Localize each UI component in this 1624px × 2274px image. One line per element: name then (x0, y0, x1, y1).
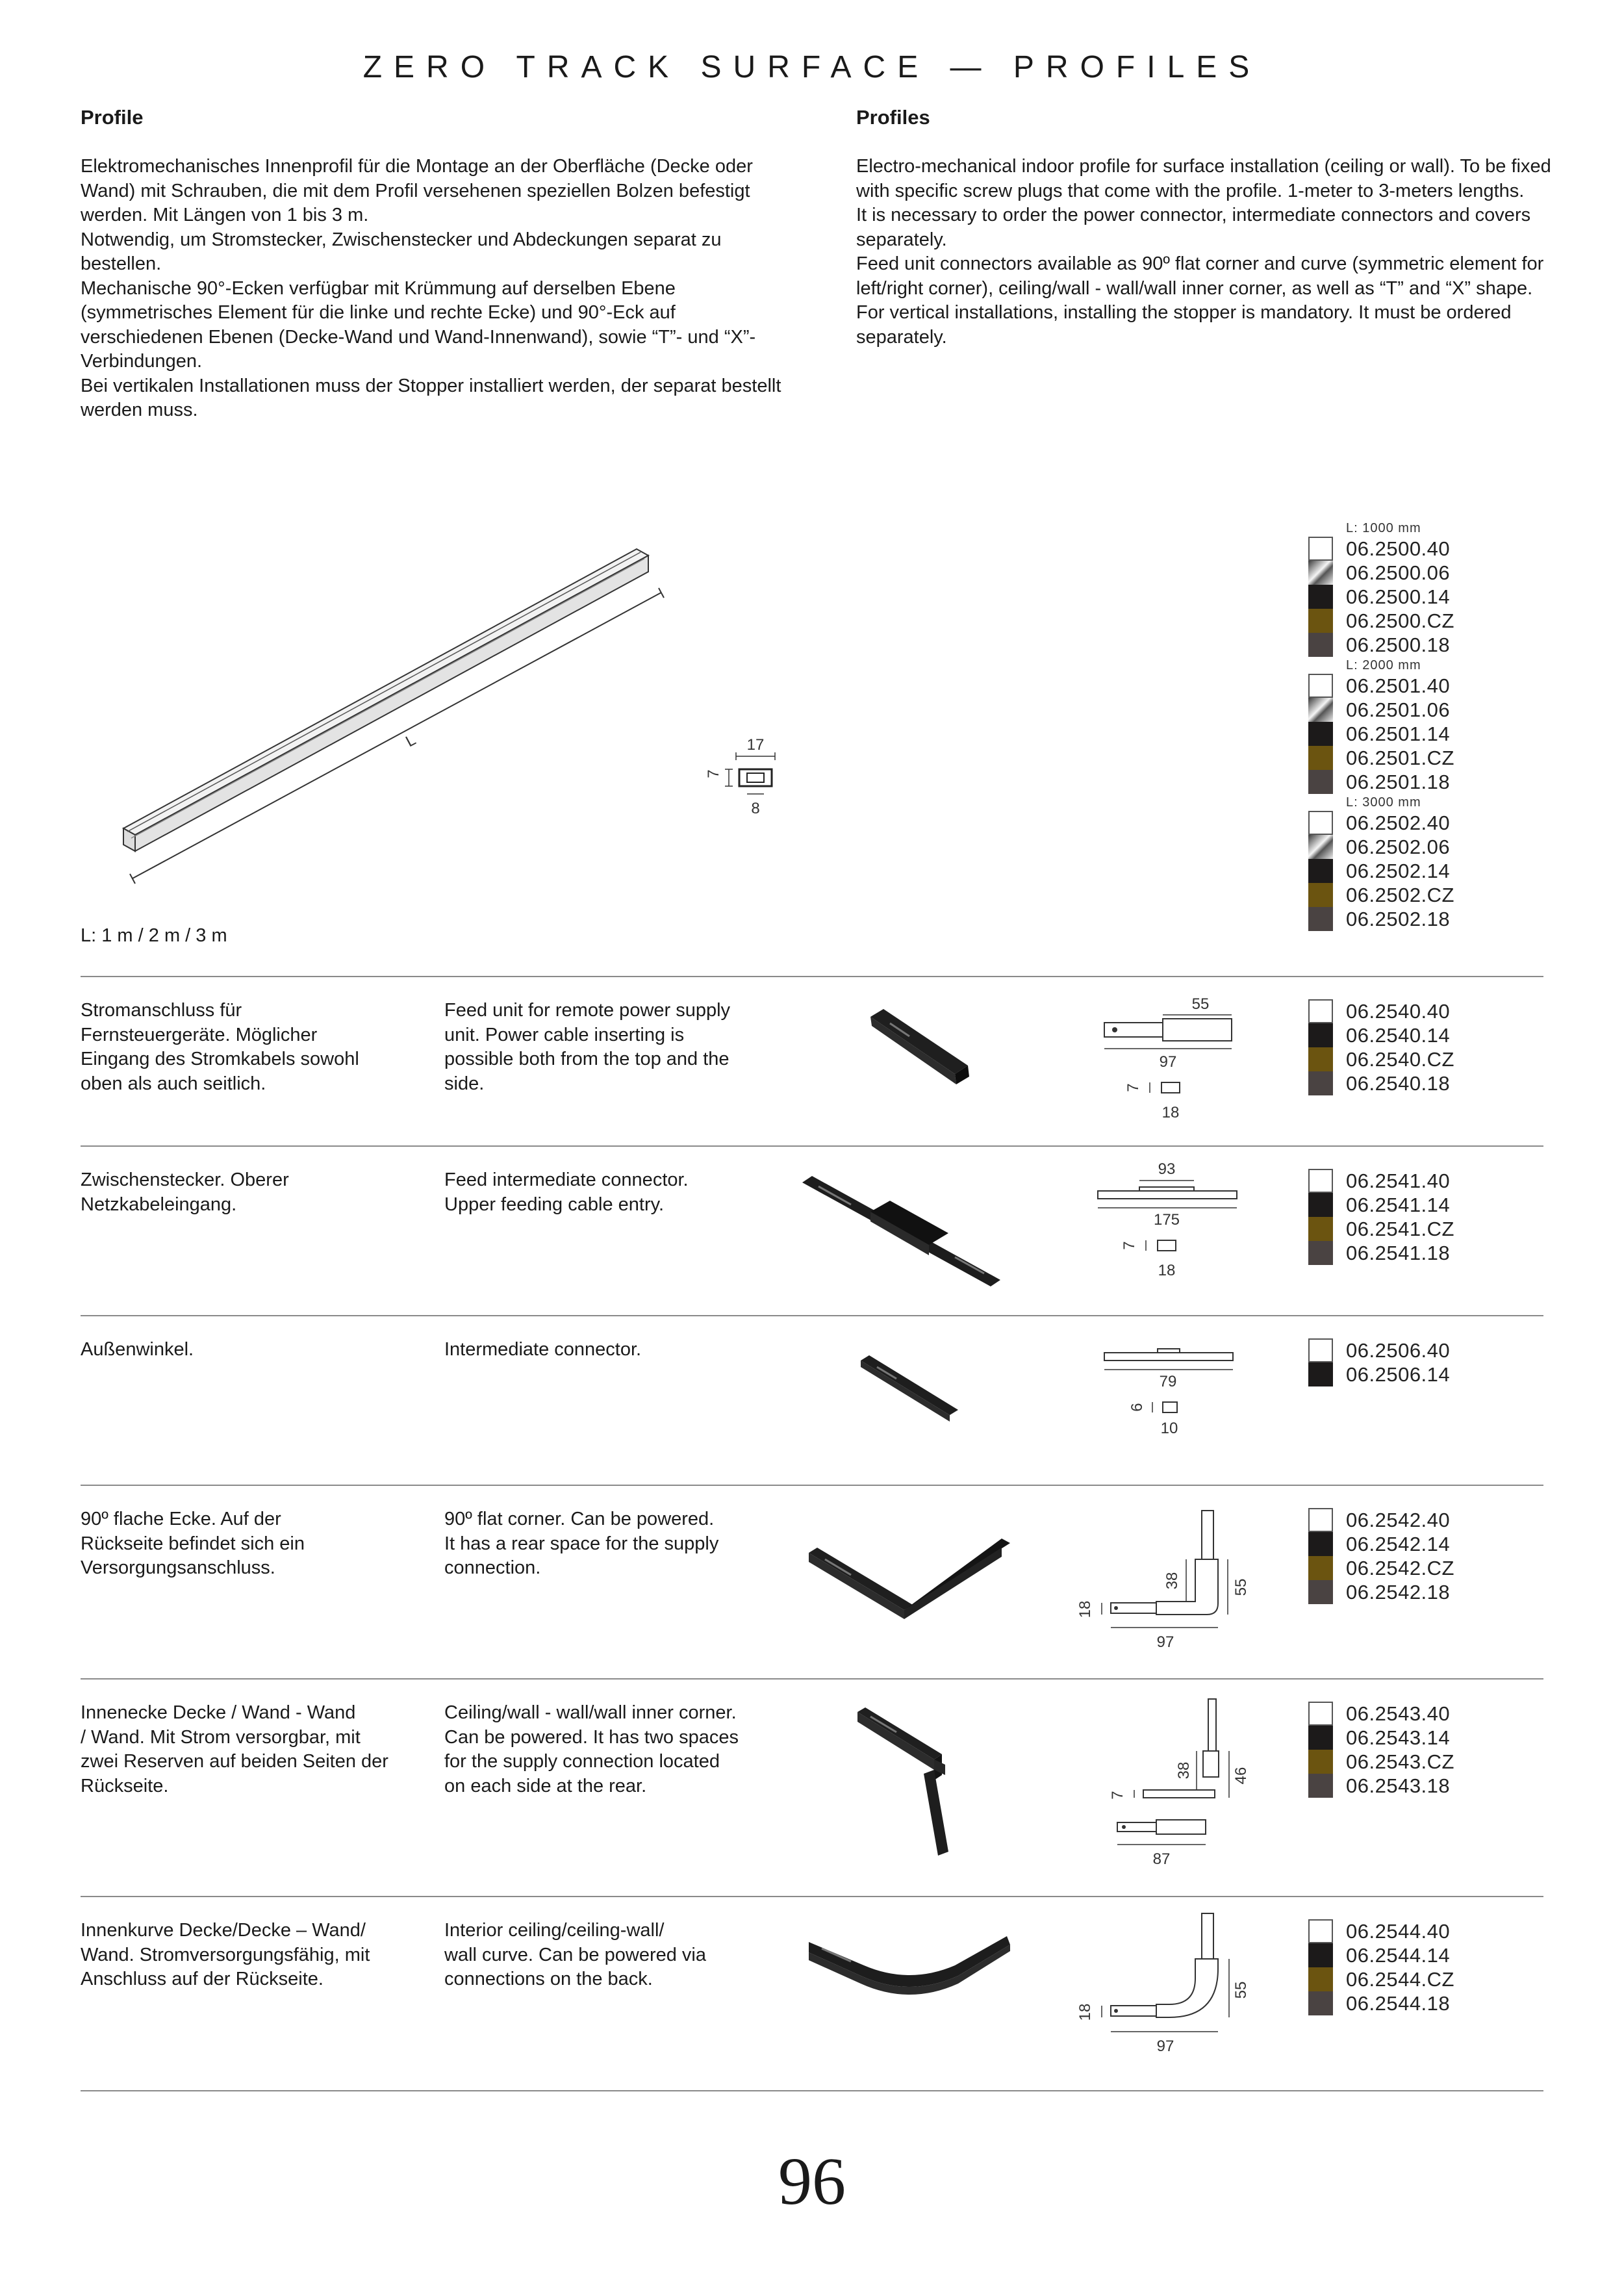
code-row (1308, 1508, 1454, 1532)
intermediate-feed-illustration (799, 1169, 1007, 1293)
dim-label: 18 (1161, 1104, 1180, 1121)
product-description-de: Innenkurve Decke/Decke – Wand/ Wand. Stromversorgungsfähig, mit Anschluss auf der Rückseite. (81, 1920, 370, 1989)
code-row (1308, 1047, 1454, 1071)
finish-swatch-bronze (1308, 746, 1333, 770)
code-row (1308, 585, 1454, 609)
code-row (1308, 811, 1454, 835)
page-number: 96 (778, 2144, 846, 2219)
product-code: 06.2501.06 (1346, 698, 1451, 721)
code-row (1308, 1750, 1454, 1774)
product-code: 06.2500.18 (1346, 633, 1451, 656)
length-label: L: 3000 mm (1346, 795, 1421, 810)
dim-label: 55 (1191, 995, 1210, 1013)
product-code: 06.2540.40 (1346, 999, 1451, 1023)
intro-para-en: Electro-mechanical indoor profile for surface installation (ceiling or wall). To be fixed with specific screw plugs that come with the profile. 1-meter to 3-meters lengths. (856, 156, 1551, 201)
intro-heading-de: Profile (81, 106, 144, 129)
product-code: 06.2543.40 (1346, 1702, 1451, 1725)
finish-swatch-bronze (1308, 1967, 1333, 1991)
code-row (1308, 1023, 1454, 1047)
product-code: 06.2541.CZ (1346, 1217, 1454, 1240)
product-description-en: Interior ceiling/ceiling-wall/ wall curve. Can be powered via connections on the back. (444, 1920, 706, 1989)
finish-swatch-chrome (1308, 835, 1333, 859)
product-code-list (1308, 1169, 1454, 1265)
finish-swatch-chrome (1308, 561, 1333, 585)
finish-swatch-bronze (1308, 1047, 1333, 1071)
finish-swatch-grey (1308, 1580, 1333, 1604)
intro-text-de (81, 155, 782, 423)
finish-swatch-white (1308, 999, 1333, 1023)
dim-label: 6 (1128, 1403, 1146, 1412)
profile-rail-illustration (123, 533, 669, 890)
code-row (1308, 1943, 1454, 1967)
product-description-en: Feed unit for remote power supply unit. Power cable inserting is possible both from the top and the side. (444, 1000, 731, 1094)
product-code: 06.2544.40 (1346, 1919, 1451, 1943)
code-row (1308, 1726, 1454, 1750)
dim-label: 18 (1076, 1600, 1094, 1618)
product-description-en: 90º flat corner. Can be powered. It has a rear space for the supply connection. (444, 1509, 719, 1578)
length-label: L: 2000 mm (1346, 658, 1421, 672)
inner-curve-illustration (806, 1926, 1013, 2017)
section-height-label: 7 (705, 769, 722, 778)
flat-corner-drawing (1078, 1504, 1260, 1667)
inner-curve-drawing (1078, 1907, 1260, 2076)
intro-para-de: Notwendig, um Stromstecker, Zwischenstecker und Abdeckungen separat zu bestellen. (81, 229, 722, 274)
product-code: 06.2543.14 (1346, 1726, 1451, 1749)
product-code: 06.2502.40 (1346, 811, 1451, 834)
inner-corner-illustration (851, 1702, 974, 1858)
intro-para-de: Bei vertikalen Installationen muss der Stopper installiert werden, der separat bestellt werden muss. (81, 375, 781, 420)
product-description-en: Ceiling/wall - wall/wall inner corner. Can be powered. It has two spaces for the supply connection located on each side at the rear. (444, 1702, 739, 1796)
product-description-en: Intermediate connector. (444, 1339, 642, 1360)
intro-para-en: For vertical installations, installing the stopper is mandatory. It must be ordered separately. (856, 302, 1512, 348)
finish-swatch-black (1308, 1362, 1333, 1386)
dim-label: 87 (1152, 1850, 1171, 1868)
finish-swatch-grey (1308, 907, 1333, 931)
product-code: 06.2502.06 (1346, 835, 1451, 858)
code-row (1308, 907, 1454, 931)
code-row (1308, 1556, 1454, 1580)
product-code: 06.2542.CZ (1346, 1556, 1454, 1579)
finish-swatch-bronze (1308, 1750, 1333, 1774)
dim-label: 18 (1076, 2003, 1094, 2021)
code-row (1308, 1702, 1454, 1726)
product-description-de: Zwischenstecker. Oberer Netzkabeleingang. (81, 1169, 289, 1215)
finish-swatch-grey (1308, 1071, 1333, 1095)
intro-heading-en: Profiles (856, 106, 930, 129)
intro-para-de: Mechanische 90°-Ecken verfügbar mit Krümmung auf derselben Ebene (symmetrisches Element für die linke und rechte Ecke) und 90°-Eck auf verschiedenen Ebenen (Decke-Wand und Wand-Innenwand), sowie “T”- und “X”-Verbindungen. (81, 277, 756, 372)
product-code-list (1308, 1508, 1454, 1604)
section-divider (81, 1485, 1543, 1486)
finish-swatch-black (1308, 1943, 1333, 1967)
connector-drawing (1098, 1338, 1241, 1449)
intro-para-de: Elektromechanisches Innenprofil für die Montage an der Oberfläche (Decke oder Wand) mit Schrauben, die mit dem Profil versehenen speziellen Bolzen befestigt werden. Mit Längen von 1 bis 3 m. (81, 156, 753, 225)
finish-swatch-grey (1308, 633, 1333, 657)
intro-text-en (856, 155, 1558, 350)
code-row (1308, 722, 1454, 746)
code-row (1308, 1967, 1454, 1991)
section-divider (81, 1896, 1543, 1897)
dim-label: 46 (1232, 1767, 1250, 1785)
section-divider (81, 976, 1543, 977)
finish-swatch-black (1308, 859, 1333, 883)
profile-length-label: L (403, 731, 419, 751)
product-description-de: Innenecke Decke / Wand - Wand / Wand. Mit Strom versorgbar, mit zwei Reserven auf beiden Seiten der Rückseite. (81, 1702, 388, 1796)
product-code: 06.2502.14 (1346, 859, 1451, 882)
product-code: 06.2543.CZ (1346, 1750, 1454, 1773)
product-code: 06.2501.14 (1346, 722, 1451, 745)
finish-swatch-white (1308, 1702, 1333, 1726)
product-code: 06.2502.18 (1346, 907, 1451, 930)
profile-length-options: L: 1 m / 2 m / 3 m (81, 925, 227, 946)
section-divider (81, 2090, 1543, 2091)
code-row (1308, 1991, 1454, 2015)
dim-label: 38 (1175, 1761, 1193, 1780)
dim-label: 10 (1160, 1420, 1178, 1437)
finish-swatch-bronze (1308, 609, 1333, 633)
dim-label: 97 (1156, 1633, 1174, 1651)
product-code: 06.2543.18 (1346, 1774, 1451, 1797)
finish-swatch-grey (1308, 770, 1333, 794)
finish-swatch-black (1308, 585, 1333, 609)
section-divider (81, 1145, 1543, 1147)
dim-label: 7 (1124, 1083, 1142, 1092)
page-title: ZERO TRACK SURFACE — PROFILES (362, 50, 1262, 84)
finish-swatch-bronze (1308, 883, 1333, 907)
code-row (1308, 1241, 1454, 1265)
finish-swatch-black (1308, 1726, 1333, 1750)
code-row (1308, 835, 1454, 859)
code-row (1308, 561, 1454, 585)
length-label: L: 1000 mm (1346, 521, 1421, 535)
code-row (1308, 698, 1454, 722)
product-description-en: Feed intermediate connector. Upper feeding cable entry. (444, 1169, 689, 1215)
finish-swatch-white (1308, 537, 1333, 561)
finish-swatch-chrome (1308, 698, 1333, 722)
profile-code-list (1308, 520, 1454, 931)
profile-section-drawing (676, 734, 806, 825)
finish-swatch-black (1308, 722, 1333, 746)
intro-para-en: Feed unit connectors available as 90º flat corner and curve (symmetric element for left/right corner), ceiling/wall - wall/wall inner corner, as well as “T” and “X” shape. (856, 253, 1544, 299)
code-row (1308, 1919, 1454, 1943)
dim-label: 55 (1232, 1981, 1250, 1999)
product-code: 06.2506.40 (1346, 1338, 1451, 1362)
code-row (1308, 1532, 1454, 1556)
code-row (1308, 1362, 1450, 1386)
product-code: 06.2502.CZ (1346, 883, 1454, 906)
product-code: 06.2506.14 (1346, 1362, 1451, 1386)
product-code: 06.2540.14 (1346, 1023, 1451, 1047)
dim-label: 18 (1158, 1262, 1176, 1279)
feed-unit-drawing (1098, 994, 1241, 1131)
product-code: 06.2540.18 (1346, 1071, 1451, 1095)
code-row (1308, 1169, 1454, 1193)
product-code: 06.2540.CZ (1346, 1047, 1454, 1071)
code-row (1308, 1338, 1450, 1362)
product-code: 06.2541.14 (1346, 1193, 1451, 1216)
dim-label: 7 (1121, 1241, 1138, 1250)
dim-label: 7 (1109, 1791, 1126, 1800)
product-code: 06.2501.CZ (1346, 746, 1454, 769)
product-code: 06.2544.18 (1346, 1991, 1451, 2015)
intermediate-feed-drawing (1091, 1160, 1247, 1290)
product-code: 06.2542.14 (1346, 1532, 1451, 1555)
product-code: 06.2542.40 (1346, 1508, 1451, 1531)
section-width-label: 17 (746, 736, 765, 754)
code-row (1308, 770, 1454, 794)
product-code-list (1308, 999, 1454, 1095)
code-row (1308, 1193, 1454, 1217)
finish-swatch-grey (1308, 1774, 1333, 1798)
dim-label: 175 (1153, 1211, 1180, 1229)
finish-swatch-black (1308, 1193, 1333, 1217)
product-code-list (1308, 1338, 1450, 1386)
product-code-list (1308, 1919, 1454, 2015)
code-row (1308, 746, 1454, 770)
product-code: 06.2501.40 (1346, 674, 1451, 697)
finish-swatch-white (1308, 1169, 1333, 1193)
code-row (1308, 537, 1454, 561)
intro-para-en: It is necessary to order the power connector, intermediate connectors and covers separately. (856, 205, 1531, 250)
section-divider (81, 1315, 1543, 1316)
finish-swatch-grey (1308, 1241, 1333, 1265)
dim-label: 97 (1156, 2038, 1174, 2055)
product-description-de: Außenwinkel. (81, 1339, 194, 1360)
code-row (1308, 999, 1454, 1023)
finish-swatch-black (1308, 1532, 1333, 1556)
product-code: 06.2500.40 (1346, 537, 1451, 560)
finish-swatch-grey (1308, 1991, 1333, 2015)
code-row (1308, 674, 1454, 698)
inner-corner-drawing (1078, 1693, 1260, 1881)
finish-swatch-white (1308, 1508, 1333, 1532)
finish-swatch-bronze (1308, 1217, 1333, 1241)
code-row (1308, 633, 1454, 657)
finish-swatch-bronze (1308, 1556, 1333, 1580)
section-inner-label: 8 (751, 800, 760, 817)
product-code-list (1308, 1702, 1454, 1798)
code-row (1308, 1774, 1454, 1798)
product-code: 06.2542.18 (1346, 1580, 1451, 1603)
code-row (1308, 1217, 1454, 1241)
flat-corner-illustration (806, 1533, 1013, 1631)
product-code: 06.2501.18 (1346, 770, 1451, 793)
feed-unit-illustration (864, 1004, 981, 1088)
section-divider (81, 1678, 1543, 1680)
code-row (1308, 1580, 1454, 1604)
finish-swatch-black (1308, 1023, 1333, 1047)
dim-label: 97 (1159, 1053, 1177, 1071)
product-code: 06.2544.CZ (1346, 1967, 1454, 1991)
dim-label: 93 (1158, 1160, 1176, 1178)
code-row (1308, 609, 1454, 633)
product-code: 06.2500.CZ (1346, 609, 1454, 632)
product-code: 06.2500.06 (1346, 561, 1451, 584)
product-code: 06.2544.14 (1346, 1943, 1451, 1967)
finish-swatch-white (1308, 674, 1333, 698)
product-code: 06.2541.40 (1346, 1169, 1451, 1192)
finish-swatch-white (1308, 1338, 1333, 1362)
dim-label: 55 (1232, 1578, 1250, 1596)
code-row (1308, 883, 1454, 907)
code-row (1308, 1071, 1454, 1095)
product-code: 06.2541.18 (1346, 1241, 1451, 1264)
dim-label: 79 (1159, 1373, 1177, 1390)
connector-illustration (857, 1351, 961, 1423)
product-code: 06.2500.14 (1346, 585, 1451, 608)
finish-swatch-white (1308, 1919, 1333, 1943)
finish-swatch-white (1308, 811, 1333, 835)
code-row (1308, 859, 1454, 883)
product-description-de: 90º flache Ecke. Auf der Rückseite befindet sich ein Versorgungsanschluss. (81, 1509, 305, 1578)
product-description-de: Stromanschluss für Fernsteuergeräte. Möglicher Eingang des Stromkabels sowohl oben als auch seitlich. (81, 1000, 359, 1094)
dim-label: 38 (1163, 1572, 1181, 1590)
